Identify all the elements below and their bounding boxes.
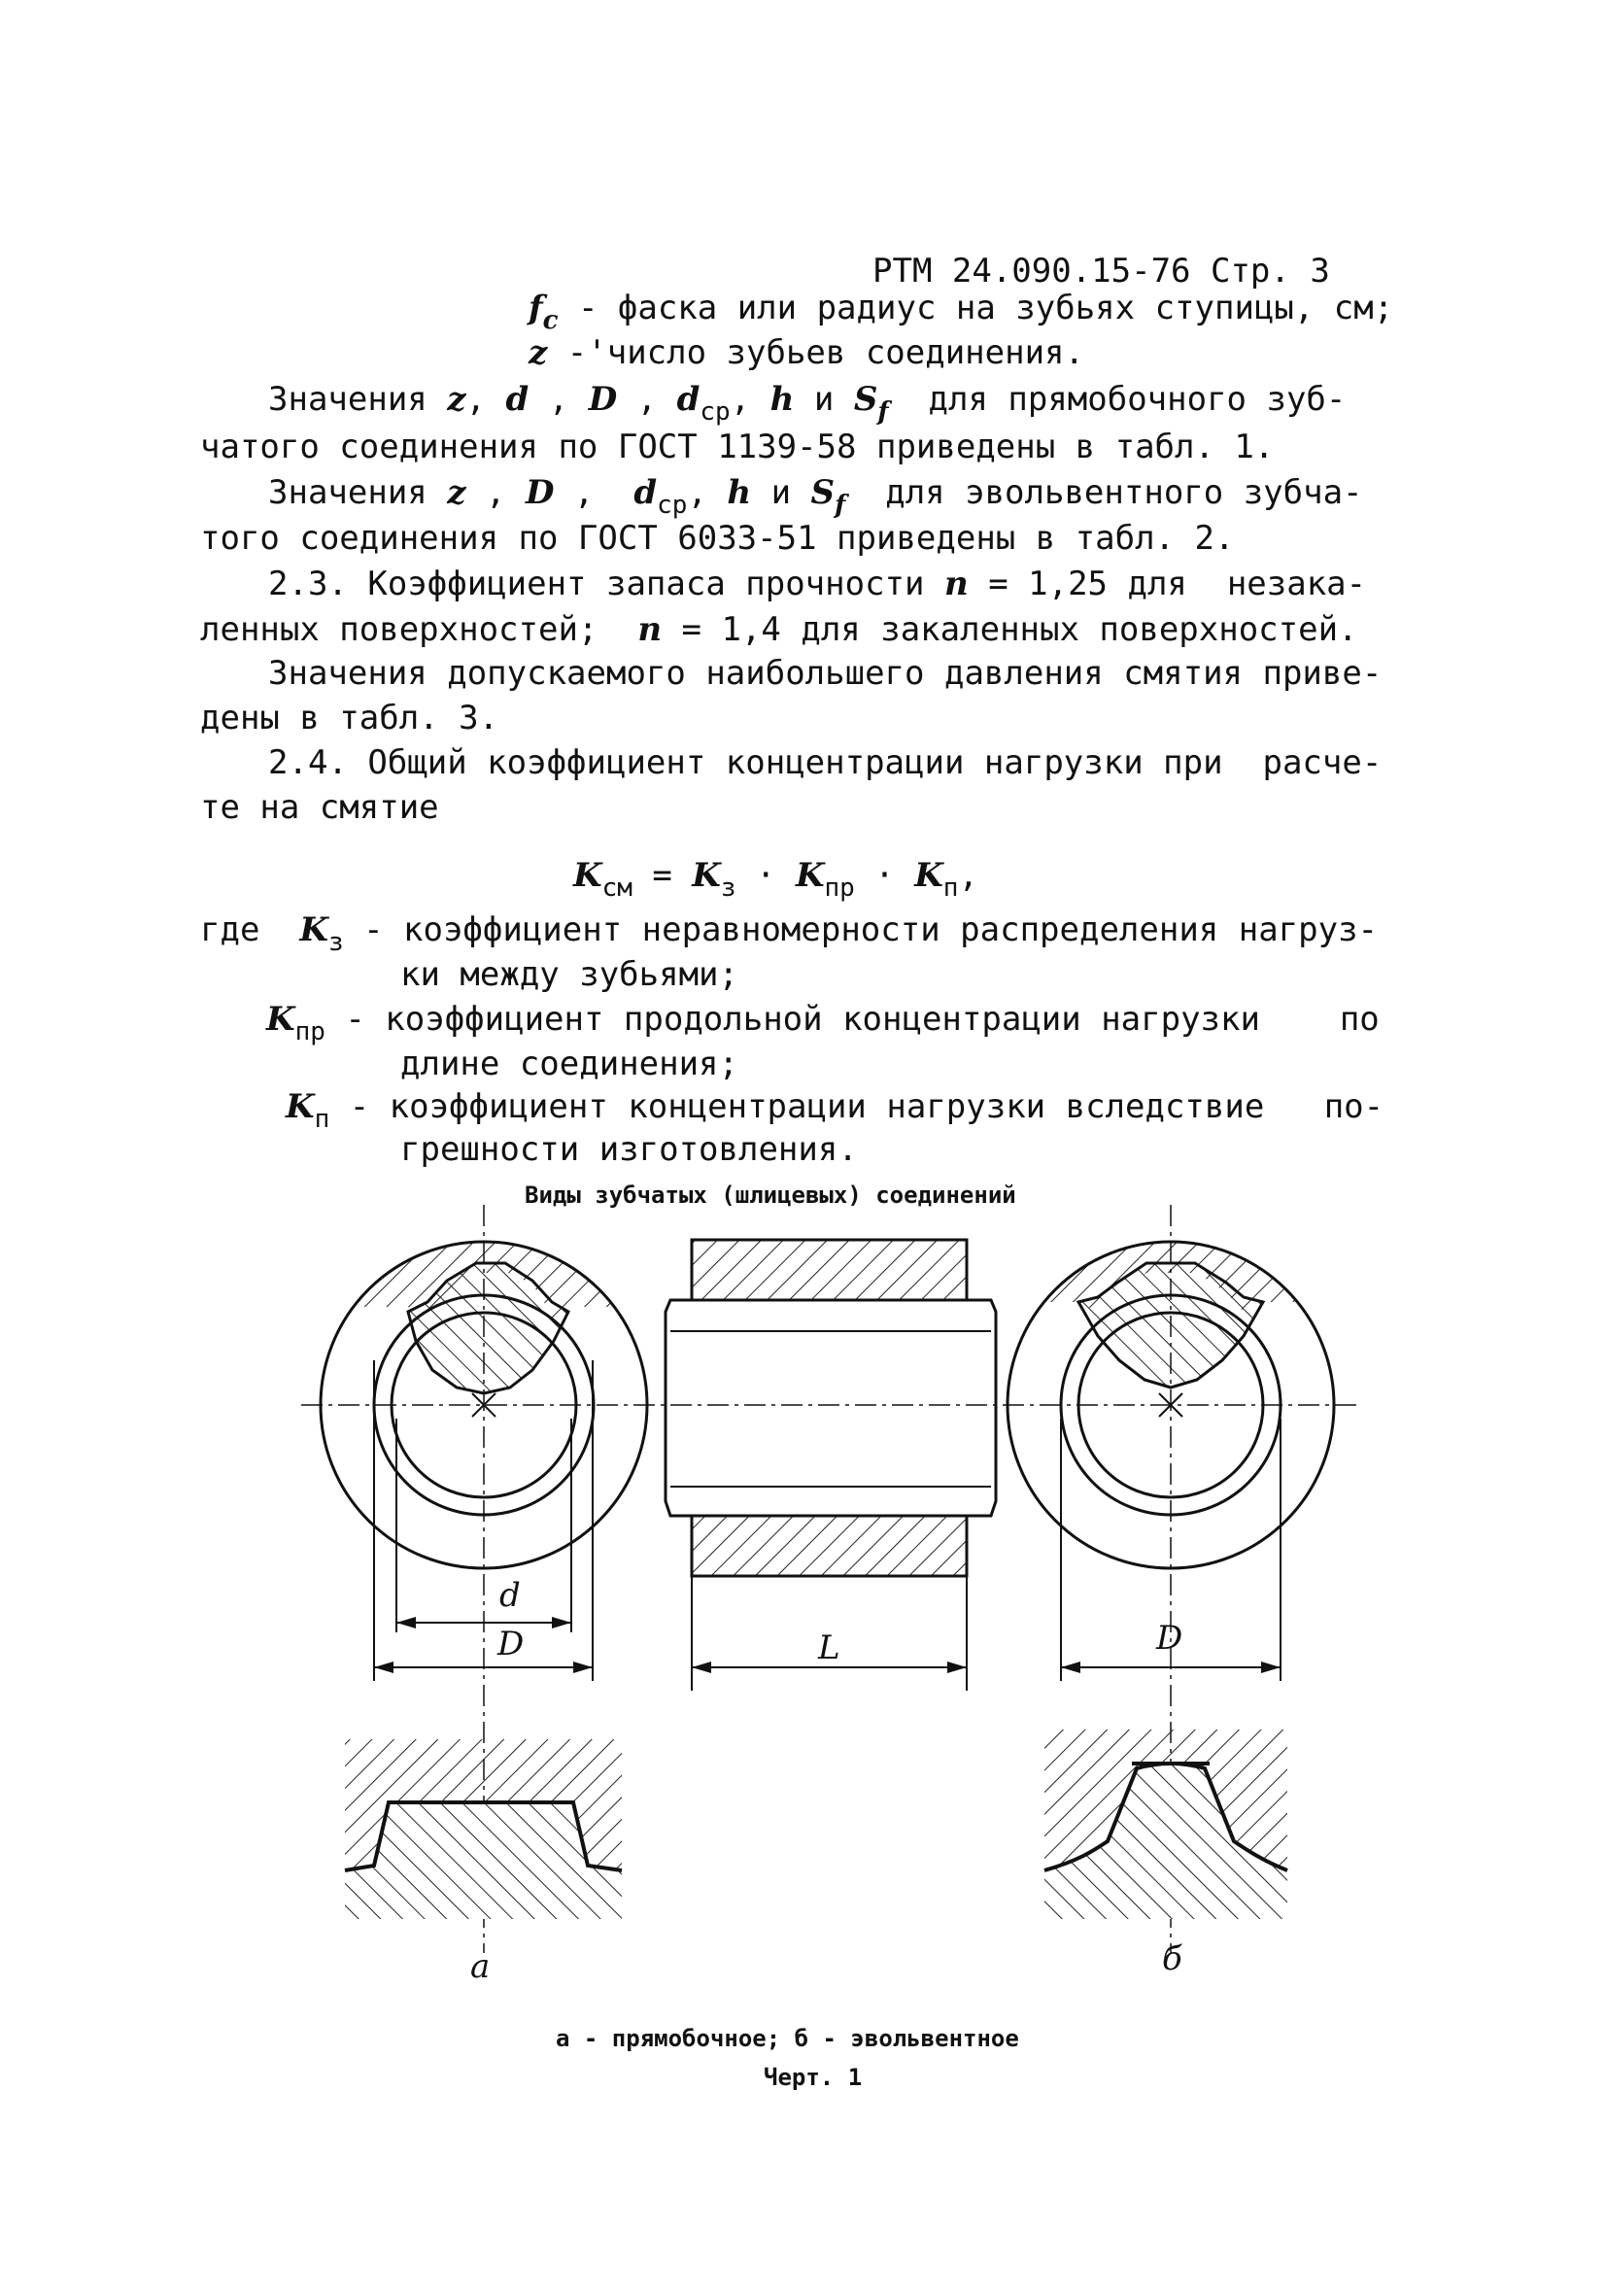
sym-K: K (286, 1087, 315, 1126)
sym-dcp: d (676, 380, 700, 419)
txt: , (617, 380, 677, 419)
txt: и (751, 473, 811, 512)
sub-p: п (314, 1105, 330, 1134)
dim-D-left: D (497, 1625, 525, 1663)
sub-cm: см (601, 874, 632, 903)
sym-n: n (637, 610, 663, 649)
sym-h: h (727, 473, 752, 512)
sym-z: z (529, 333, 548, 372)
txt: · (735, 856, 796, 895)
txt: , (554, 473, 634, 512)
txt: и (794, 380, 854, 419)
sub-f: f (835, 491, 846, 520)
txt: для прямобочного зуб- (888, 380, 1347, 419)
sym-z: z (447, 473, 466, 512)
label-a: а (470, 1947, 491, 1986)
txt: , (687, 473, 728, 512)
where-kp-line2: грешности изготовления. (400, 1130, 858, 1169)
para1-line2: чатого соединения по ГОСТ 1139-58 приведены в табл. 1. (200, 428, 1275, 466)
sym-K: K (266, 1000, 295, 1039)
def-fc-text: - фаска или радиус на зубьях ступицы, см; (558, 289, 1394, 327)
sym-D: D (588, 380, 618, 419)
where-kz-line2: ки между зубьями; (400, 955, 738, 994)
txt: = 1,25 для незака- (968, 565, 1367, 603)
sub-z: з (327, 928, 344, 957)
sym-K: K (914, 856, 943, 895)
sym-D: D (525, 473, 555, 512)
para5-line2: те на смятие (200, 788, 439, 827)
sym-S: S (810, 473, 836, 512)
dim-L: L (818, 1628, 840, 1667)
txt: - коэффициент концентрации нагрузки вследствие по- (329, 1087, 1384, 1126)
txt: , (465, 473, 526, 512)
sym-z: z (447, 380, 466, 419)
sub-f: f (877, 397, 889, 427)
detail-straight-tooth (345, 1739, 622, 1919)
sym-K: K (692, 856, 721, 895)
sym-K: K (299, 910, 328, 949)
label-b: б (1162, 1939, 1182, 1978)
sub-pr: пр (294, 1017, 325, 1046)
txt: Значения (268, 473, 448, 512)
txt: · (854, 856, 915, 895)
sub-cp: ср (700, 397, 731, 427)
txt: , (465, 380, 506, 419)
txt: Значения (268, 380, 448, 419)
figure-number: Черт. 1 (764, 2064, 863, 2091)
para5-line1: 2.4. Общий коэффициент концентрации нагрузки при расче- (268, 743, 1383, 782)
sym-d: d (505, 380, 530, 419)
sub-pr: пр (824, 874, 855, 903)
para4-line2: дены в табл. 3. (200, 699, 499, 737)
txt: ленных поверхностей; (200, 610, 638, 649)
sym-n: n (943, 565, 969, 603)
def-z-text: -'число зубьев соединения. (547, 333, 1084, 372)
figure-legend: а - прямобочное; б - эвольвентное (556, 2025, 1019, 2052)
txt: , (730, 380, 770, 419)
where-kpr-line2: длине соединения; (400, 1045, 738, 1083)
sym-K: K (573, 856, 602, 895)
para2-line2: того соединения по ГОСТ 6033-51 приведены в табл. 2. (200, 519, 1235, 558)
sym-S: S (853, 380, 878, 419)
detail-involute-tooth (1044, 1730, 1287, 1919)
txt: где (200, 910, 260, 949)
sub-cp: ср (657, 491, 688, 520)
sym-K: K (795, 856, 825, 895)
center-side-view (666, 1240, 996, 1691)
txt: 2.3. Коэффициент запаса прочности (268, 565, 944, 603)
dim-D-right: D (1156, 1619, 1183, 1658)
txt: для эвольвентного зубча- (845, 473, 1363, 512)
sub-p: п (942, 874, 959, 903)
sym-f: f (529, 289, 543, 327)
sub-c: c (542, 306, 559, 335)
txt: - коэффициент неравномерности распределения нагруз- (343, 910, 1379, 949)
dim-d: d (499, 1576, 521, 1615)
txt: = 1,4 для закаленных поверхностей. (662, 610, 1358, 649)
para4-line1: Значения допускаемого наибольшего давления смятия приве- (268, 654, 1383, 693)
sym-h: h (769, 380, 795, 419)
figure-title: Виды зубчатых (шлицевых) соединений (525, 1182, 1016, 1209)
txt: - коэффициент продольной концентрации нагрузки по (325, 1000, 1380, 1039)
sub-z: з (720, 874, 736, 903)
document-code: РТМ 24.090.15-76 Стр. 3 (872, 252, 1330, 291)
txt: , (529, 380, 589, 419)
sym-dcp: d (633, 473, 658, 512)
txt: = (632, 856, 693, 895)
txt: , (958, 856, 978, 895)
